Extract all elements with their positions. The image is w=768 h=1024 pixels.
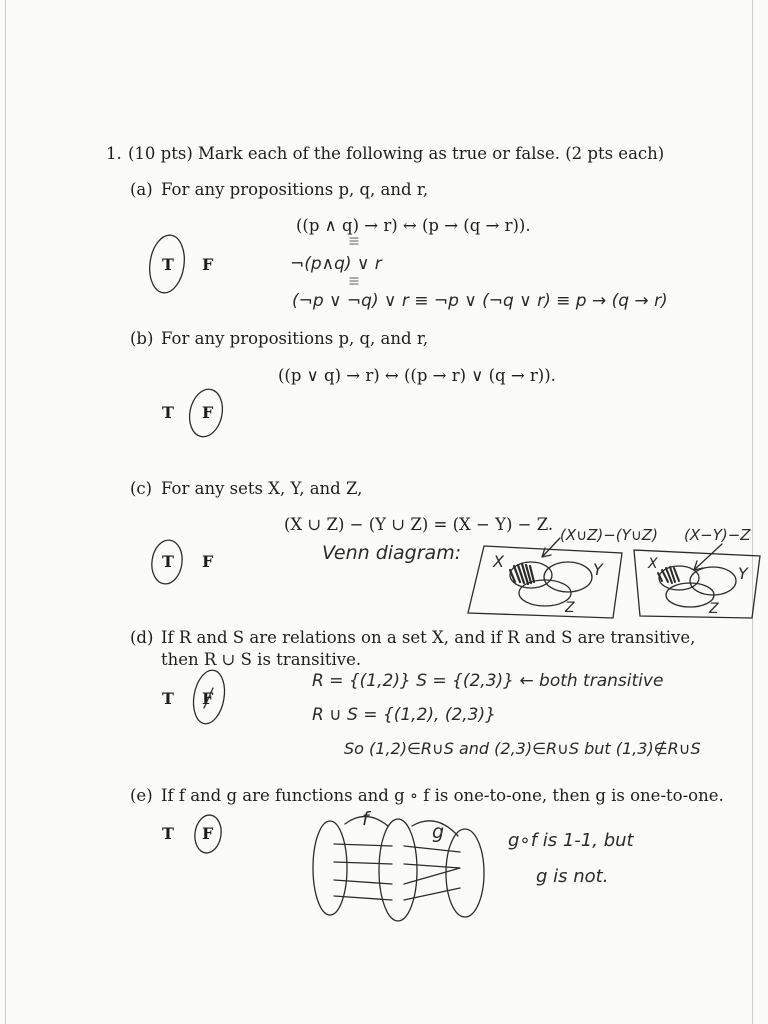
part-b-false-option[interactable]: F [202, 403, 214, 422]
part-a-work-line-2: (¬p ∨ ¬q) ∨ r ≡ ¬p ∨ (¬q ∨ r) ≡ p → (q → r) [292, 291, 668, 311]
part-c-statement: For any sets X, Y, and Z, [161, 479, 363, 498]
part-a-equiv-mark-2: ||| [348, 276, 359, 286]
part-d-work-line-2: R ∪ S = {(1,2), (2,3)} [312, 705, 496, 725]
part-c-left-arrow [542, 538, 560, 557]
part-c-left-circle-z [519, 580, 571, 606]
part-a-label: (a) [130, 180, 153, 199]
part-c-venn-note: Venn diagram: [322, 542, 462, 564]
part-c-true-option[interactable]: T [162, 552, 174, 571]
part-a-work-line-1: ¬(p∧q) ∨ r [290, 254, 382, 274]
part-d-false-option[interactable]: F [202, 689, 214, 708]
part-b-label: (b) [130, 329, 154, 348]
part-e-g-label: g [432, 821, 445, 843]
part-c-false-option[interactable]: F [202, 552, 214, 571]
part-c-left-set-y: Y [593, 560, 603, 579]
question-header: (10 pts) Mark each of the following as true or false. (2 pts each) [128, 144, 665, 163]
part-d-label: (d) [130, 628, 154, 647]
part-c-right-arrow [694, 544, 722, 570]
part-d-work-line-1: R = {(1,2)} S = {(2,3)} ← both transitive [312, 671, 664, 691]
part-e-f-arrows [334, 844, 392, 900]
part-b-formula: ((p ∨ q) → r) ↔ ((p → r) ∨ (q → r)). [278, 366, 556, 385]
part-e-statement: If f and g are functions and g ∘ f is one-to-one, then g is one-to-one. [161, 786, 724, 805]
part-c-left-set-z: Z [565, 600, 575, 616]
part-e-codomain-oval [446, 829, 484, 917]
part-c-left-set-x: X [493, 552, 504, 571]
right-page-edge [752, 0, 753, 1024]
part-c-right-shading [658, 567, 679, 583]
part-e-false-option[interactable]: F [202, 824, 214, 843]
part-c-left-circle-x [510, 562, 552, 588]
part-e-g-arrows [404, 846, 460, 900]
part-c-left-venn-box [468, 546, 622, 618]
part-d-work-line-3: So (1,2)∈R∪S and (2,3)∈R∪S but (1,3)∉R∪S [344, 739, 701, 758]
part-c-right-set-z: Z [709, 601, 719, 617]
part-a-formula: ((p ∧ q) → r) ↔ (p → (q → r)). [296, 216, 531, 235]
part-e-note-line-1: g∘f is 1-1, but [508, 830, 634, 851]
part-c-right-circle-x [659, 566, 699, 590]
part-d-statement-line-1: If R and S are relations on a set X, and if R and S are transitive, [161, 628, 696, 647]
part-b-statement: For any propositions p, q, and r, [161, 329, 429, 348]
part-e-label: (e) [130, 786, 153, 805]
part-c-right-set-x: X [648, 556, 658, 572]
part-a-statement: For any propositions p, q, and r, [161, 180, 429, 199]
part-e-true-option[interactable]: T [162, 824, 174, 843]
part-c-right-set-y: Y [738, 564, 748, 583]
part-c-formula: (X ∪ Z) − (Y ∪ Z) = (X − Y) − Z. [284, 515, 554, 534]
part-e-f-label: f [362, 808, 369, 830]
part-a-equiv-mark-1: ||| [348, 236, 359, 246]
part-c-label-right: (X−Y)−Z [684, 526, 751, 544]
part-a-false-option[interactable]: F [202, 255, 214, 274]
part-d-statement-line-2: then R ∪ S is transitive. [161, 650, 362, 669]
left-page-edge [5, 0, 6, 1024]
part-d-true-option[interactable]: T [162, 689, 174, 708]
part-e-domain-oval [313, 821, 347, 915]
part-e-middle-oval [379, 819, 417, 921]
part-c-left-shading [510, 564, 534, 584]
part-c-right-circle-y [690, 567, 736, 595]
part-c-label-left: (X∪Z)−(Y∪Z) [560, 526, 658, 544]
part-e-note-line-2: g is not. [536, 866, 609, 887]
part-b-true-option[interactable]: T [162, 403, 174, 422]
question-number: 1. [106, 144, 122, 163]
part-c-left-circle-y [544, 562, 592, 592]
part-a-true-option[interactable]: T [162, 255, 174, 274]
part-c-right-circle-z [666, 583, 714, 607]
part-c-label: (c) [130, 479, 153, 498]
